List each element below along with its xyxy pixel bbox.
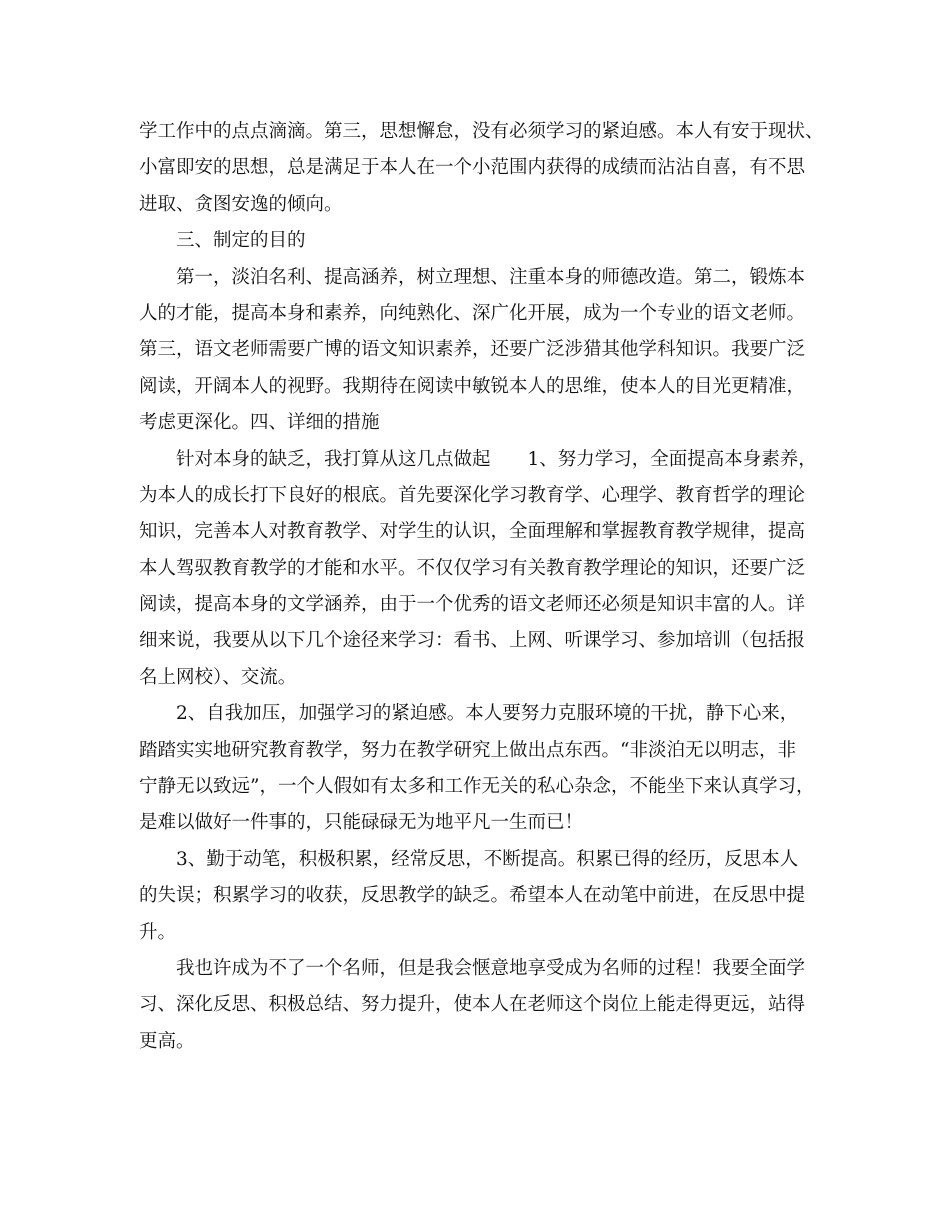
text-line: 进取、贪图安逸的倾向。 [139, 193, 343, 215]
text-line: 名上网校）、交流。 [139, 666, 297, 688]
text-line: 第一，淡泊名利、提高涵养，树立理想、注重本身的师德改造。第二，锻炼本 [176, 266, 806, 288]
text-line: 3、勤于动笔，积极积累，经常反思，不断提高。积累已得的经历，反思本人 [176, 848, 799, 870]
document-body [139, 114, 824, 1060]
text-line: 小富即安的思想，总是满足于本人在一个小范围内获得的成绩而沾沾自喜，有不思 [139, 157, 806, 179]
text-line: 升。 [139, 921, 177, 943]
text-line: 阅读，提高本身的文学涵养，由于一个优秀的语文老师还必须是知识丰富的人。详 [139, 594, 806, 616]
text-line: 第三，语文老师需要广博的语文知识素养，还要广泛涉猎其他学科知识。我要广泛 [139, 339, 806, 361]
text-line: 知识，完善本人对教育教学、对学生的认识，全面理解和掌握教育教学规律，提高 [139, 521, 806, 543]
text-line: 学工作中的点点滴滴。第三，思想懈怠，没有必须学习的紧迫感。本人有安于现状、 [139, 121, 824, 142]
text-line: 的失误；积累学习的收获，反思教学的缺乏。希望本人在动笔中前进，在反思中提 [139, 885, 806, 907]
text-line: 阅读，开阔本人的视野。我期待在阅读中敏锐本人的思维，使本人的目光更精准， [139, 375, 806, 397]
text-line: 细来说，我要从以下几个途径来学习：看书、上网、听课学习、参加培训（包括报 [139, 630, 806, 652]
text-line: 2、自我加压，加强学习的紧迫感。本人要努力克服环境的干扰，静下心来， [176, 703, 799, 725]
text-line: 本人驾驭教育教学的才能和水平。不仅仅学习有关教育教学理论的知识，还要广泛 [139, 557, 806, 579]
text-line: 是难以做好一件事的，只能碌碌无为地平凡一生而已！ [139, 812, 584, 834]
text-line: 宁静无以致远”，一个人假如有太多和工作无关的私心杂念，不能坐下来认真学习， [139, 776, 815, 798]
text-line: 更高。 [139, 1030, 195, 1052]
text-line: 踏踏实实地研究教育教学，努力在教学研究上做出点东西。“非淡泊无以明志，非 [139, 739, 796, 761]
text-line: 我也许成为不了一个名师，但是我会惬意地享受成为名师的过程！我要全面学 [176, 957, 806, 979]
text-line: 人的才能，提高本身和素养，向纯熟化、深广化开展，成为一个专业的语文老师。 [139, 302, 806, 324]
section-heading: 三、制定的目的 [176, 230, 306, 252]
text-line: 为本人的成长打下良好的根底。首先要深化学习教育学、心理学、教育哲学的理论 [139, 484, 806, 506]
text-line: 考虑更深化。四、详细的措施 [139, 412, 380, 434]
text-line: 习、深化反思、积极总结、努力提升，使本人在老师这个岗位上能走得更远，站得 [139, 994, 806, 1016]
text-line: 针对本身的缺乏，我打算从这几点做起 1、努力学习，全面提高本身素养， [176, 448, 817, 470]
